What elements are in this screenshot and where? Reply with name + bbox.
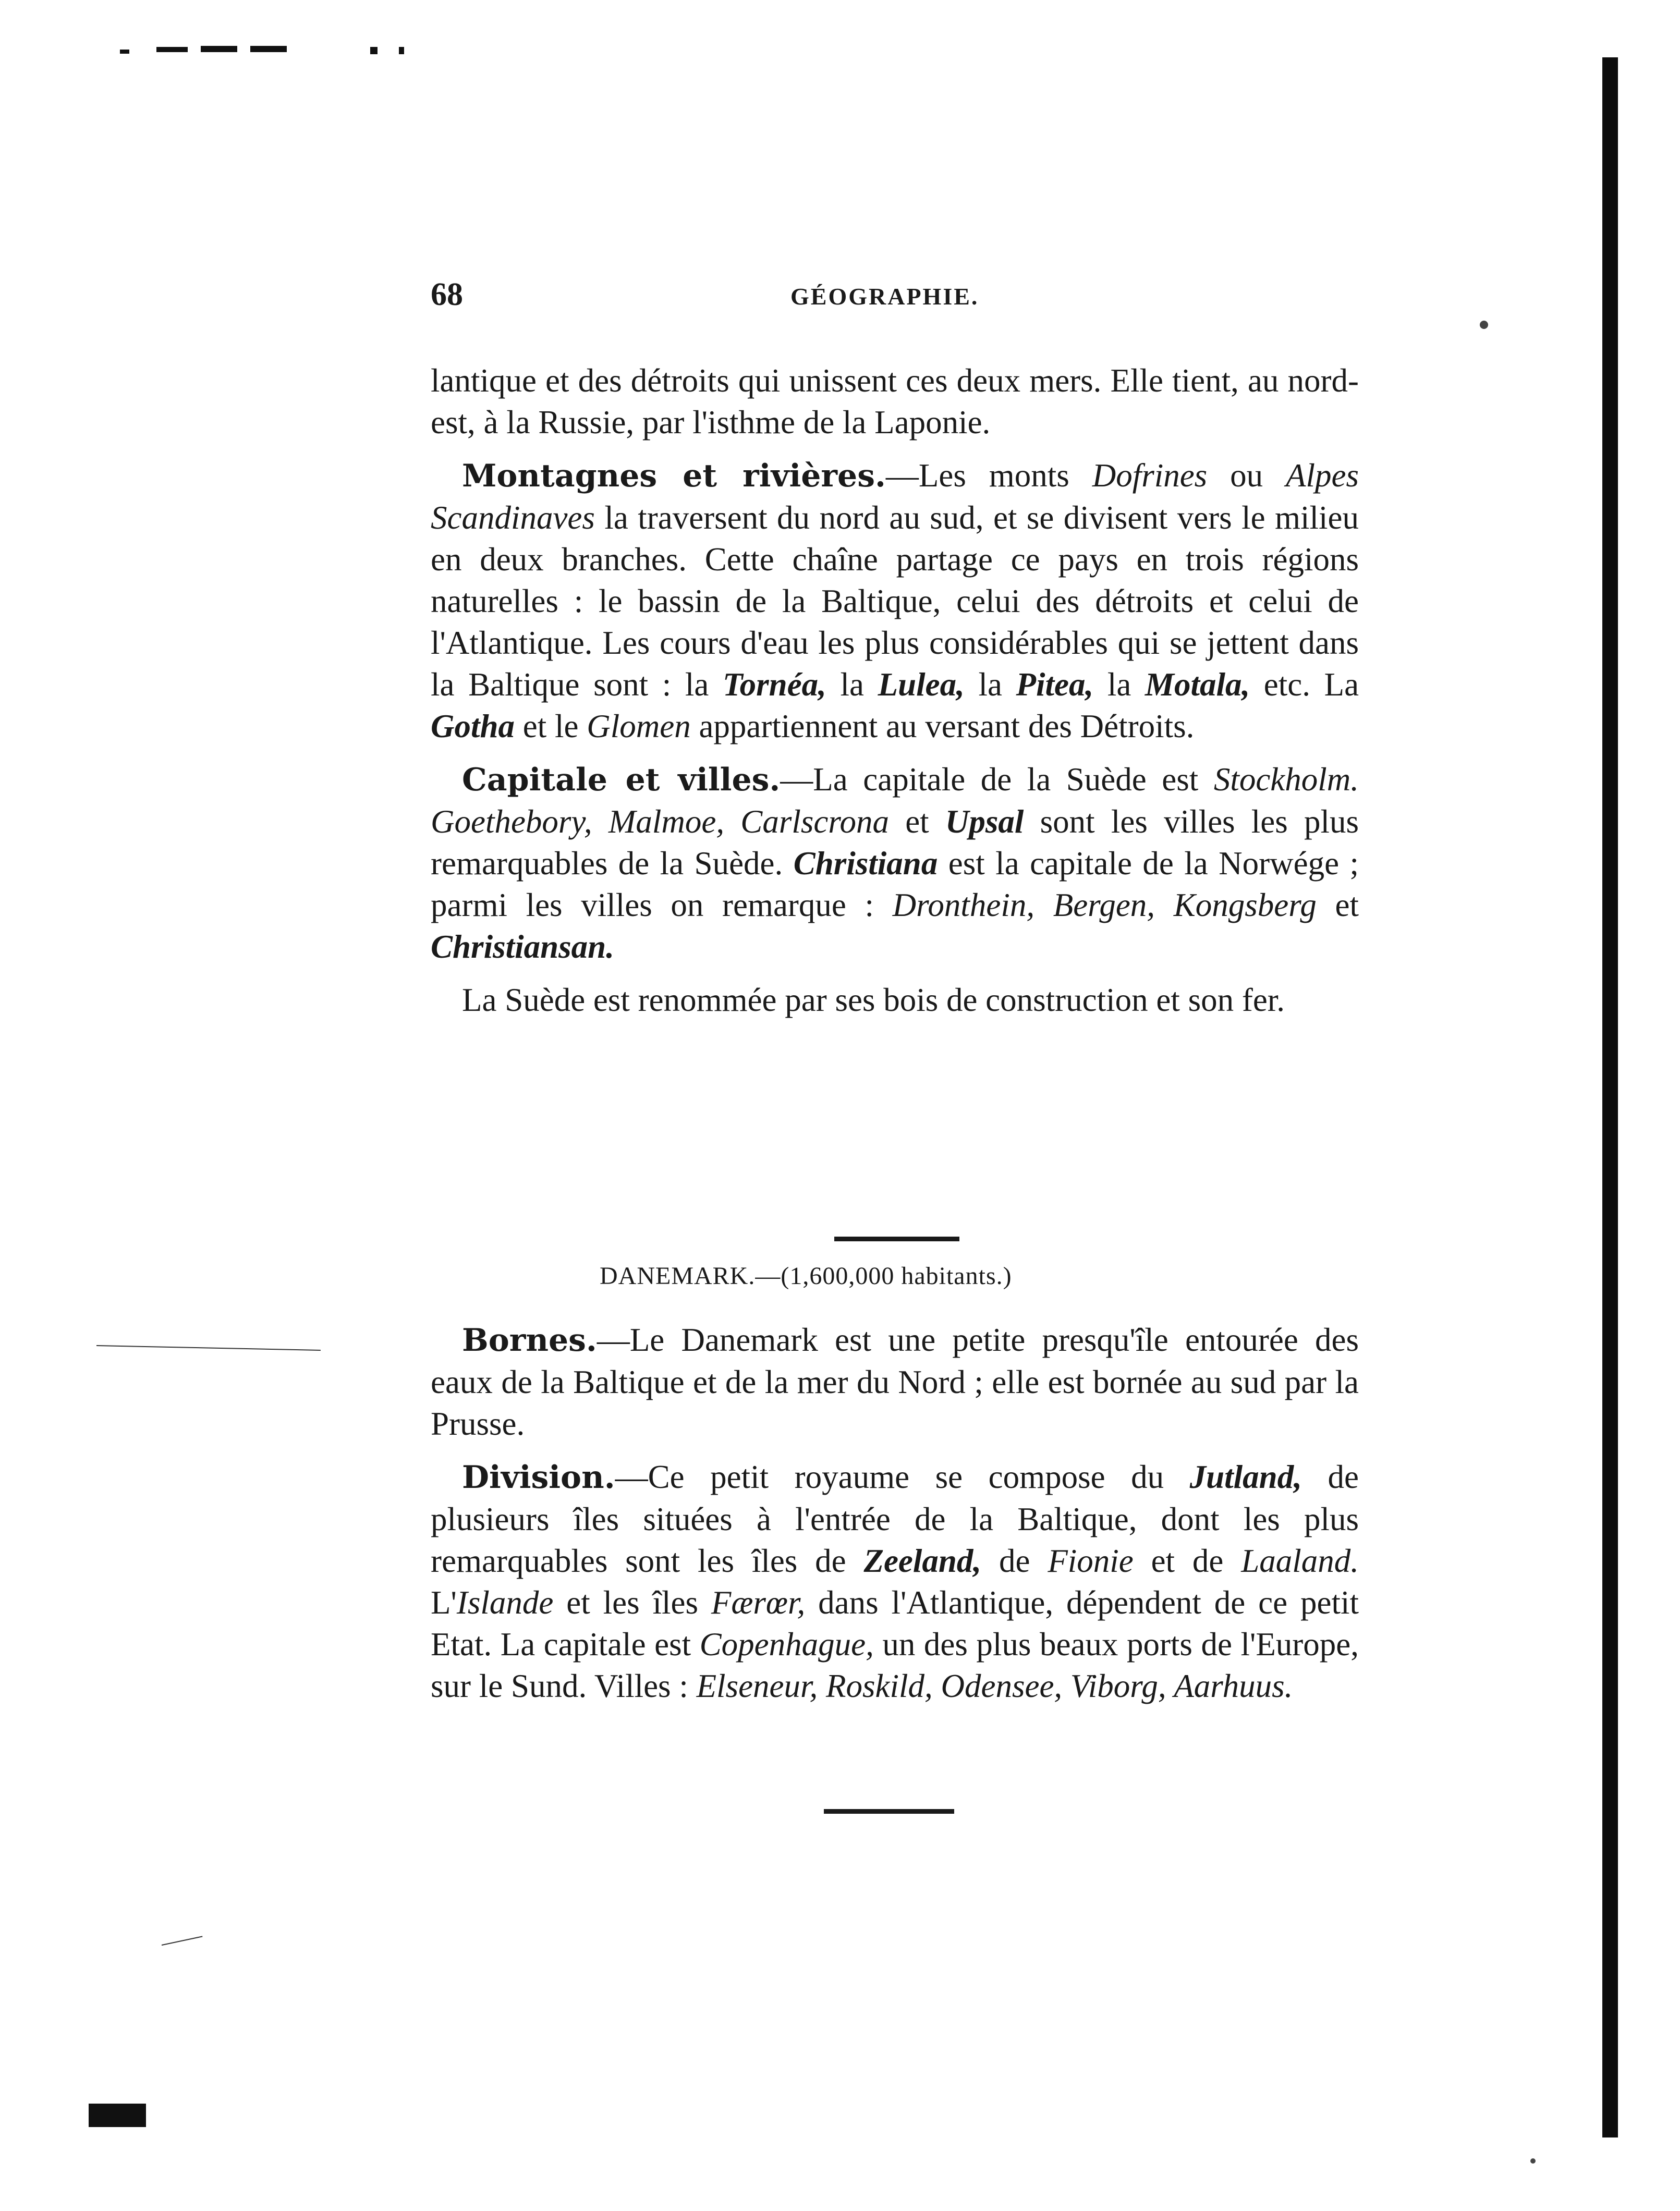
text-block-sweden xyxy=(431,360,1359,1032)
scan-mark xyxy=(370,47,378,54)
place-name: Laaland. xyxy=(1241,1543,1359,1579)
city-name: Stockholm. xyxy=(1213,761,1359,798)
text-run: et de xyxy=(1133,1543,1241,1579)
paragraph-division xyxy=(431,1456,1359,1707)
closing-divider xyxy=(824,1809,954,1814)
running-header xyxy=(431,276,1401,318)
page-number: 68 xyxy=(431,277,463,312)
city-name: Goethebory, Malmoe, Carlscrona xyxy=(431,803,889,840)
place-name: Færœr, xyxy=(711,1584,806,1621)
paragraph-heading: Bornes. xyxy=(462,1322,597,1359)
scan-mark xyxy=(156,47,188,52)
river-name: Gotha xyxy=(431,708,515,744)
city-name: Christiana xyxy=(793,845,938,882)
speck xyxy=(1530,2158,1536,2164)
place-name: Zeeland, xyxy=(863,1543,982,1579)
city-name: Christiansan. xyxy=(431,929,614,965)
paragraph-borders xyxy=(431,1319,1359,1445)
text-run: sont les villes les plus remarquables de la Suède. xyxy=(431,803,1359,882)
city-name: Copenhague, xyxy=(699,1626,874,1663)
section-divider xyxy=(834,1237,959,1241)
text-run: et le xyxy=(515,708,587,744)
text-run: —Les monts xyxy=(885,457,1092,494)
scan-edge-bar xyxy=(1602,57,1618,2137)
text-run: dans l'Atlantique, dépendent de ce petit Etat. La capitale est xyxy=(431,1584,1359,1663)
paragraph-intro: lantique et des détroits qui unissent ces deux mers. Elle tient, au nord-est, à la Russie, par l'isthme de la Laponie. xyxy=(431,362,1359,441)
river-name: Motala, xyxy=(1145,666,1250,703)
river-name: Pitea, xyxy=(1016,666,1094,703)
place-name: Islande xyxy=(456,1584,554,1621)
text-run: —La capitale de la Suède est xyxy=(780,761,1214,798)
speck xyxy=(1480,321,1488,329)
text-run: appartiennent au versant des Détroits. xyxy=(690,708,1195,744)
text-run: —Ce petit royaume se compose du xyxy=(615,1459,1190,1495)
place-name: Dofrines xyxy=(1092,457,1208,494)
paragraph-resources: La Suède est renommée par ses bois de construction et son fer. xyxy=(462,982,1285,1018)
text-run: et xyxy=(1316,887,1359,923)
city-name: Elseneur, Roskild, Odensee, Viborg, Aarhuus. xyxy=(696,1668,1293,1704)
paragraph-heading: Capitale et villes. xyxy=(462,762,781,798)
stray-line xyxy=(96,1345,321,1351)
text-run: est la capitale de la Norwége ; parmi les villes on remarque : xyxy=(431,845,1359,923)
text-run: la xyxy=(1093,666,1145,703)
text-run: de plusieurs îles situées à l'entrée de la Baltique, dont les plus remarquables sont les îles de xyxy=(431,1459,1359,1579)
text-run: un des plus beaux ports de l'Europe, sur le Sund. Villes : xyxy=(431,1626,1359,1704)
place-name: Alpes Scandinaves xyxy=(431,457,1359,536)
text-block-denmark xyxy=(431,1319,1359,1718)
text-run: L' xyxy=(431,1584,457,1621)
city-name: Upsal xyxy=(945,803,1024,840)
paragraph-heading: Division. xyxy=(462,1459,615,1496)
text-run: et xyxy=(889,803,945,840)
river-name: Tornéa, xyxy=(722,666,826,703)
text-run: —Le Danemark est une petite presqu'île entourée des eaux de la Baltique et de la mer du Nord ; elle est bornée au sud par la Prusse. xyxy=(431,1322,1359,1442)
city-name: Dronthein, Bergen, Kongsberg xyxy=(892,887,1317,923)
paragraph-mountains-rivers xyxy=(431,455,1359,747)
place-name: Fionie xyxy=(1048,1543,1134,1579)
section-title-danemark: DANEMARK.—(1,600,000 habitants.) xyxy=(600,1262,1012,1290)
running-title: GÉOGRAPHIE. xyxy=(790,283,979,310)
paragraph-capital-cities xyxy=(431,759,1359,968)
scan-mark xyxy=(250,46,287,52)
scan-mark xyxy=(201,46,237,52)
text-run: ou xyxy=(1207,457,1286,494)
text-run: la xyxy=(964,666,1016,703)
paragraph-heading: Montagnes et rivières. xyxy=(462,458,886,494)
place-name: Jutland, xyxy=(1189,1459,1302,1495)
text-run: etc. La xyxy=(1250,666,1359,703)
scan-mark xyxy=(399,47,404,54)
text-run: et les îles xyxy=(553,1584,711,1621)
text-run: la xyxy=(826,666,878,703)
text-run: la traversent du nord au sud, et se divisent vers le milieu en deux branches. Cette chaîne partage ce pays en trois régions naturelles : le bassin de la Baltique, celui des détroits et celui de l'Atlantique. Les cours d'eau les plus considérables qui se jettent dans la Baltique sont : la xyxy=(431,499,1359,703)
scan-mark xyxy=(120,50,129,54)
text-run: de xyxy=(981,1543,1048,1579)
scan-corner-mark xyxy=(89,2104,146,2127)
river-name: Lulea, xyxy=(878,666,965,703)
stray-line xyxy=(162,1936,203,1946)
river-name: Glomen xyxy=(587,708,691,744)
